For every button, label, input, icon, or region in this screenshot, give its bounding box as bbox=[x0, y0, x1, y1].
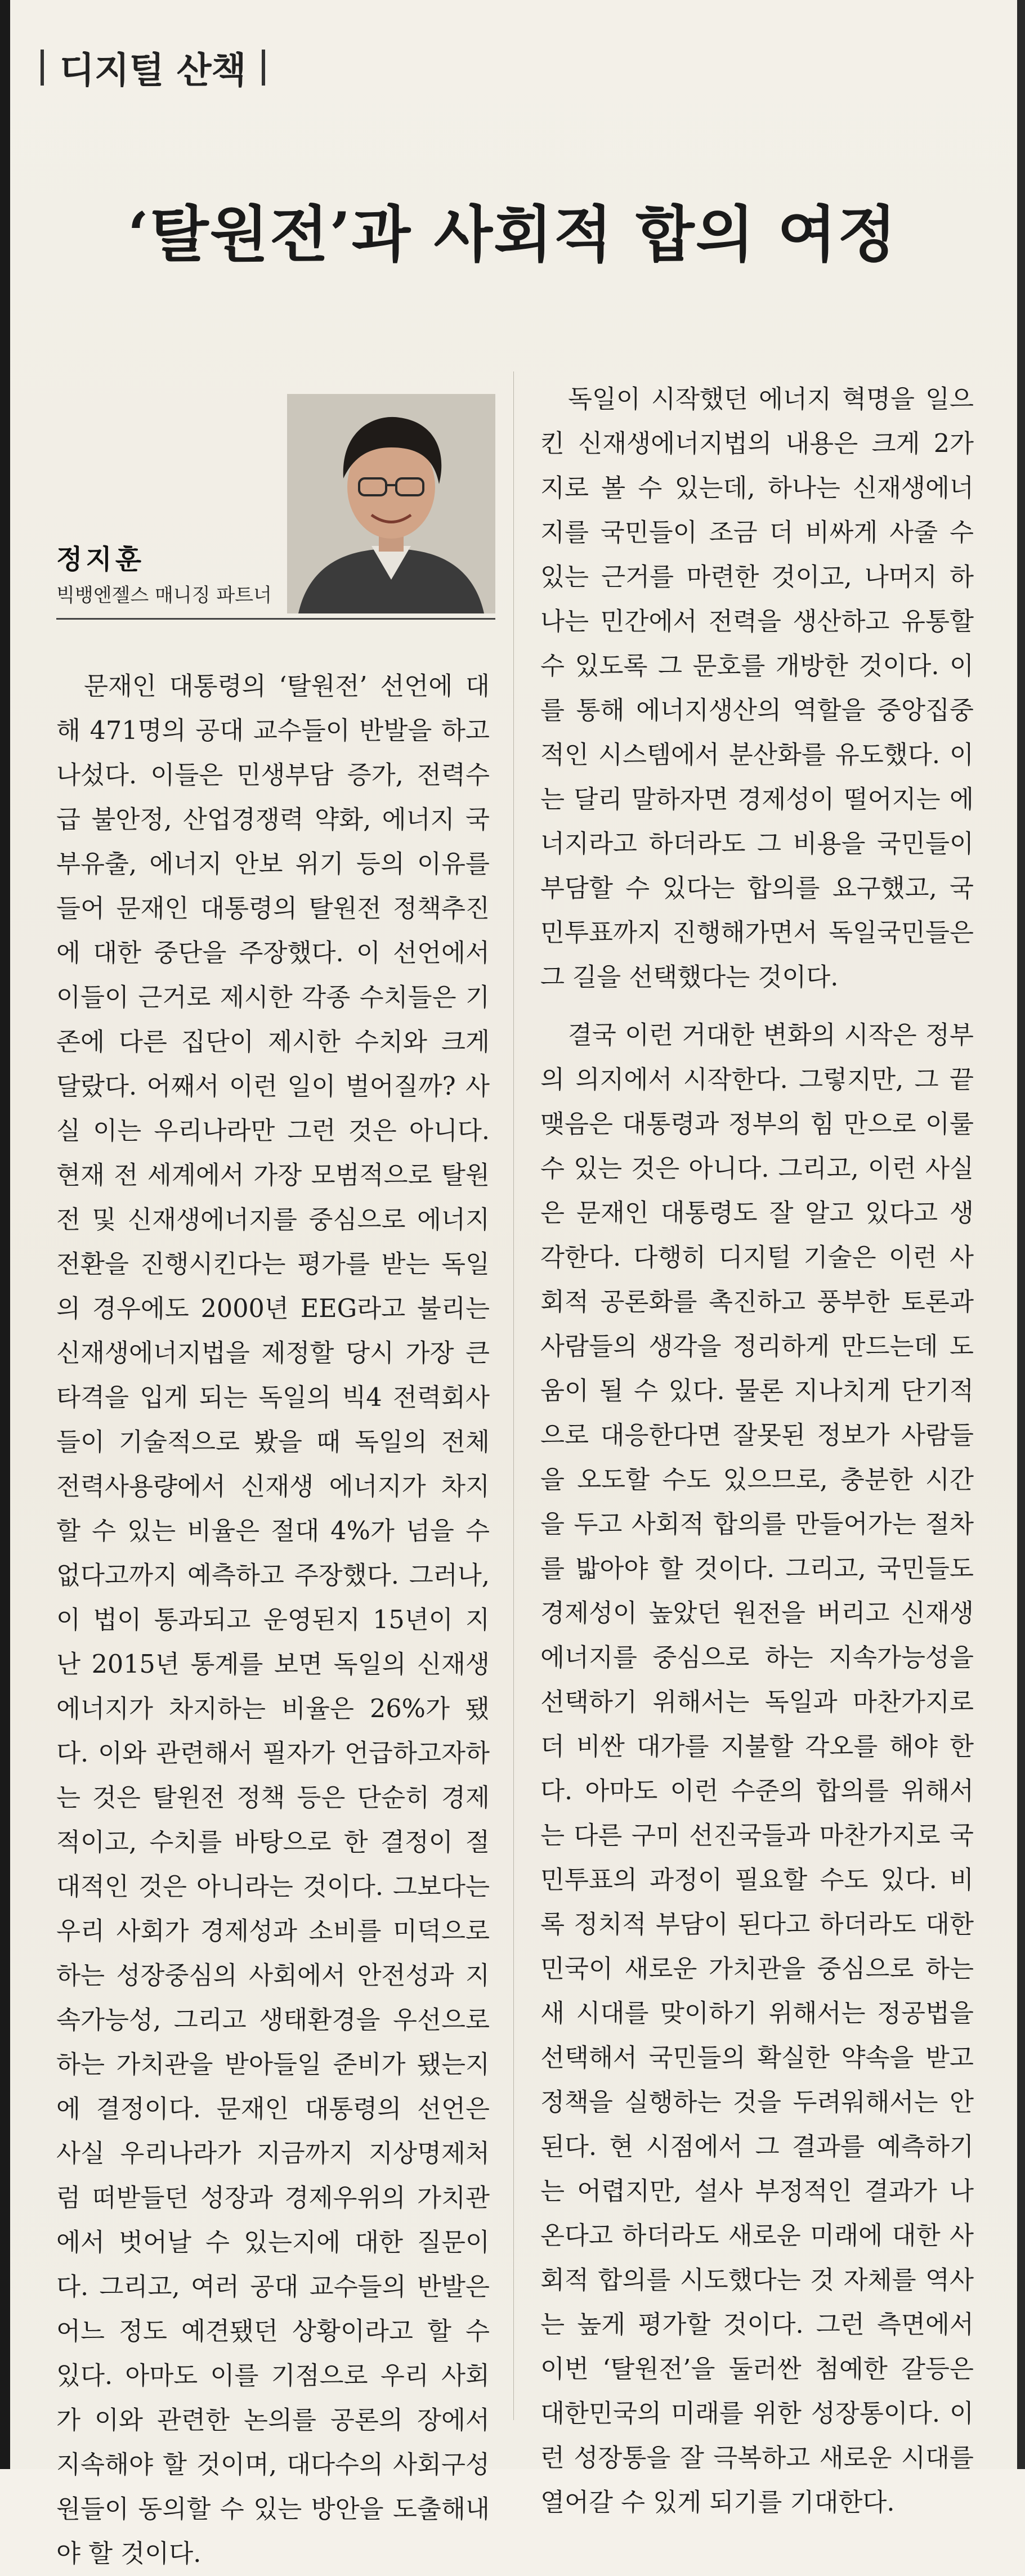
header-bar-left bbox=[41, 50, 44, 86]
article-column-left bbox=[56, 664, 490, 2576]
author-block bbox=[56, 394, 495, 619]
page-shadow-right bbox=[1017, 0, 1025, 2469]
column-name: 디지털 산책 bbox=[60, 50, 247, 92]
column-divider bbox=[513, 371, 514, 2420]
photo-divider bbox=[56, 618, 495, 620]
author-name: 정지훈 bbox=[56, 544, 145, 575]
author-photo bbox=[287, 394, 495, 613]
article-paragraph: 결국 이런 거대한 변화의 시작은 정부의 의지에서 시작한다. 그렇지만, 그 끝맺음은 대통령과 정부의 힘 만으로 이룰 수 있는 것은 아니다. 그리고, 이런 사실은 문재인 대통령도 잘 알고 있다고 생각한다. 다행히 디지털 기술은 이런 사회적 공론화를 촉진하고 풍부한 토론과 사람들의 생각을 정리하게 만드는데 도움이 될 수 있다. 물론 지나치게 단기적으로 대응한다면 잘못된 정보가 사람들을 오도할 수도 있으므로, 충분한 시간을 두고 사회적 합의를 만들어가는 절차를 밟아야 할 것이다. 그리고, 국민들도 경제성이 높았던 원전을 버리고 신재생에너지를 중심으로 하는 지속가능성을 선택하기 위해서는 독일과 마찬가지로 더 비싼 대가를 지불할 각오를 해야 한다. 아마도 이런 수준의 합의를 위해서는 다른 구미 선진국들과 마찬가지로 국민투표의 과정이 필요할 수도 있다. 비록 정치적 부담이 된다고 하더라도 대한민국이 새로운 가치관을 중심으로 하는 새 시대를 맞이하기 위해서는 정공법을 선택해서 국민들의 확실한 약속을 받고 정책을 실행하는 것을 두려워해서는 안된다. 현 시점에서 그 결과를 예측하기는 어렵지만, 설사 부정적인 결과가 나온다고 하더라도 새로운 미래에 대한 사회적 합의를 시도했다는 것 자체를 역사는 높게 평가할 것이다. 그런 측면에서 이번 ‘탈원전’을 둘러싼 첨예한 갈등은 대한민국의 미래를 위한 성장통이다. 이런 성장통을 잘 극복하고 새로운 시대를 열어갈 수 있게 되기를 기대한다. bbox=[540, 1021, 974, 2517]
article-paragraph: 독일이 시작했던 에너지 혁명을 일으킨 신재생에너지법의 내용은 크게 2가지로 볼 수 있는데, 하나는 신재생에너지를 국민들이 조금 더 비싸게 사줄 수 있는 근거를 마련한 것이고, 나머지 하나는 민간에서 전력을 생산하고 유통할 수 있도록 그 문호를 개방한 것이다. 이를 통해 에너지생산의 역할을 중앙집중적인 시스템에서 분산화를 유도했다. 이는 달리 말하자면 경제성이 떨어지는 에너지라고 하더라도 그 비용을 국민들이 부담할 수 있다는 합의를 요구했고, 국민투표까지 진행해가면서 독일국민들은 그 길을 선택했다는 것이다. bbox=[540, 385, 974, 992]
header-bar-right bbox=[262, 50, 265, 86]
article-title: ‘탈원전’과 사회적 합의 여정 bbox=[127, 199, 898, 270]
column-header bbox=[41, 39, 265, 96]
article-paragraph: 문재인 대통령의 ‘탈원전’ 선언에 대해 471명의 공대 교수들이 반발을 하고 나섰다. 이들은 민생부담 증가, 전력수급 불안정, 산업경쟁력 약화, 에너지 국부유출, 에너지 안보 위기 등의 이유를 들어 문재인 대통령의 탈원전 정책추진에 대한 중단을 주장했다. 이 선언에서 이들이 근거로 제시한 각종 수치들은 기존에 다른 집단이 제시한 수치와 크게 달랐다. 어째서 이런 일이 벌어질까? 사실 이는 우리나라만 그런 것은 아니다. 현재 전 세계에서 가장 모범적으로 탈원전 및 신재생에너지를 중심으로 에너지 전환을 진행시킨다는 평가를 받는 독일의 경우에도 2000년 EEG라고 불리는 신재생에너지법을 제정할 당시 가장 큰 타격을 입게 되는 독일의 빅4 전력회사들이 기술적으로 봤을 때 독일의 전체 전력사용량에서 신재생 에너지가 차지할 수 있는 비율은 절대 4%가 넘을 수 없다고까지 예측하고 주장했다. 그러나, 이 법이 통과되고 운영된지 15년이 지난 2015년 통계를 보면 독일의 신재생 에너지가 차지하는 비율은 26%가 됐다. 이와 관련해서 필자가 언급하고자하는 것은 탈원전 정책 등은 단순히 경제적이고, 수치를 바탕으로 한 결정이 절대적인 것은 아니라는 것이다. 그보다는 우리 사회가 경제성과 소비를 미덕으로 하는 성장중심의 사회에서 안전성과 지속가능성, 그리고 생태환경을 우선으로 하는 가치관을 받아들일 준비가 됐는지에 결정이다. 문재인 대통령의 선언은 사실 우리나라가 지금까지 지상명제처럼 떠받들던 성장과 경제우위의 가치관에서 벗어날 수 있는지에 대한 질문이다. 그리고, 여러 공대 교수들의 반발은 어느 정도 예견됐던 상황이라고 할 수 있다. 아마도 이를 기점으로 우리 사회가 이와 관련한 논의를 공론의 장에서 지속해야 할 것이며, 대다수의 사회구성원들이 동의할 수 있는 방안을 도출해내야 할 것이다. bbox=[56, 672, 490, 2568]
article-column-right bbox=[540, 377, 974, 2525]
author-role: 빅뱅엔젤스 매니징 파트너 bbox=[56, 584, 272, 607]
page-shadow-left bbox=[0, 0, 10, 2469]
